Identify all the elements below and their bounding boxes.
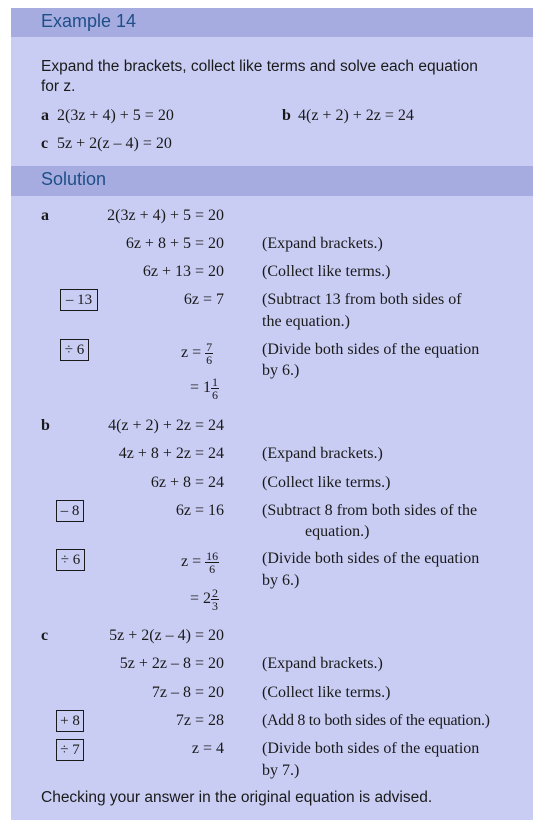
part-a-note-3: (Subtract 13 from both sides of	[262, 291, 462, 308]
divide-6-box-b: ÷ 6	[56, 549, 85, 571]
example-card	[11, 8, 533, 820]
fraction-1-6: $\frac{1}{6}$	[212, 375, 219, 402]
part-b-line-5	[181, 550, 219, 575]
fraction-2-3: $\frac{2}{3}$	[212, 586, 219, 613]
part-a-mixed-whole: = 1	[190, 379, 212, 397]
part-c-note-1: (Expand brackets.)	[262, 655, 383, 672]
solution-header	[11, 166, 533, 196]
part-a-label: a	[41, 207, 49, 224]
part-b-note-5: (Divide both sides of the equation	[262, 550, 480, 567]
part-b-note-1: (Expand brackets.)	[262, 445, 383, 462]
part-a-line-3: 6z + 13 = 20	[142, 263, 224, 280]
add-8-box: + 8	[56, 710, 84, 732]
part-b-label: b	[41, 417, 50, 434]
fraction-7-6: $\frac{7}{6}$	[206, 340, 213, 367]
part-b-line-1: 4(z + 2) + 2z = 24	[108, 417, 224, 434]
example-header	[11, 8, 533, 37]
part-a-line-5	[181, 341, 213, 366]
question-b-equation: 4(z + 2) + 2z = 24	[298, 107, 414, 124]
part-a-note-5: (Divide both sides of the equation	[262, 341, 480, 358]
divide-7-box: ÷ 7	[56, 739, 84, 761]
fraction-16-6: $\frac{16}{6}$	[206, 549, 219, 576]
part-c-line-2: 5z + 2z – 8 = 20	[119, 655, 224, 672]
question-b-label: b	[282, 107, 291, 124]
part-b-note-4: equation.)	[305, 523, 370, 540]
part-b-note-2: (Collect like terms.)	[262, 474, 391, 491]
part-b-line-6	[190, 587, 219, 612]
part-c-label: c	[41, 627, 49, 644]
part-b-z-equals: z =	[181, 553, 202, 571]
part-b-line-4: 6z = 16	[175, 502, 224, 519]
part-a-z-equals: z =	[181, 344, 202, 362]
question-a-label: a	[41, 107, 49, 124]
part-c-line-3: 7z – 8 = 20	[151, 684, 224, 701]
part-b-line-2: 4z + 8 + 2z = 24	[118, 445, 224, 462]
question-c-equation: 5z + 2(z – 4) = 20	[57, 135, 172, 152]
instruction-line-2: for z.	[41, 78, 76, 95]
subtract-13-box: – 13	[60, 289, 98, 311]
part-a-note-1: (Expand brackets.)	[262, 235, 383, 252]
closing-note: Checking your answer in the original equation is advised.	[41, 789, 433, 806]
part-a-note-2: (Collect like terms.)	[262, 263, 391, 280]
part-c-note-2: (Collect like terms.)	[262, 684, 391, 701]
part-c-line-5: z = 4	[191, 740, 224, 757]
part-a-line-6	[190, 376, 219, 401]
part-a-line-4: 6z = 7	[183, 291, 224, 308]
question-c-label: c	[41, 135, 49, 152]
part-b-note-3: (Subtract 8 from both sides of the	[262, 502, 478, 519]
part-c-line-1: 5z + 2(z – 4) = 20	[109, 627, 224, 644]
divide-6-box-a: ÷ 6	[60, 339, 89, 361]
part-b-mixed-whole: = 2	[190, 590, 212, 608]
part-a-note-4: the equation.)	[262, 313, 350, 330]
part-c-note-5: by 7.)	[262, 762, 300, 779]
part-a-line-1: 2(3z + 4) + 5 = 20	[107, 207, 224, 224]
part-c-note-3: (Add 8 to both sides of the equation.)	[262, 712, 490, 729]
part-a-line-2: 6z + 8 + 5 = 20	[125, 235, 224, 252]
instruction-line-1: Expand the brackets, collect like terms and solve each equation	[41, 58, 478, 75]
example-title: Example 14	[41, 11, 137, 31]
solution-title: Solution	[41, 169, 107, 189]
question-a-equation: 2(3z + 4) + 5 = 20	[57, 107, 174, 124]
subtract-8-box: – 8	[56, 500, 84, 522]
part-c-note-4: (Divide both sides of the equation	[262, 740, 480, 757]
part-c-line-4: 7z = 28	[175, 712, 224, 729]
part-b-line-3: 6z + 8 = 24	[150, 474, 224, 491]
part-b-note-6: by 6.)	[262, 572, 300, 589]
part-a-note-6: by 6.)	[262, 362, 300, 379]
